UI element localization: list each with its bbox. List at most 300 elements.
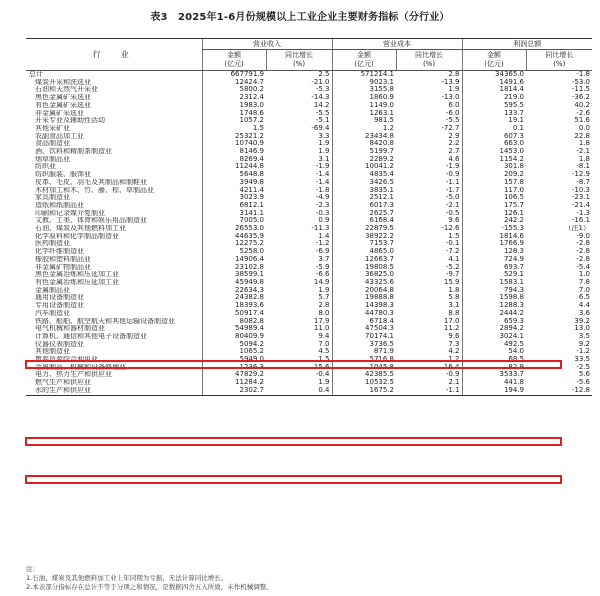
profit-growth-cell: -2.6: [576, 109, 590, 117]
table-row: [26, 210, 592, 218]
profit-amount-cell: 441.8: [462, 379, 526, 387]
industry-name: 非金属矿物制品业: [35, 263, 91, 271]
revenue-growth-cell: 11.0: [313, 325, 330, 333]
industry-name: 电气机械和器材制造业: [35, 325, 105, 333]
amount-subheader: [332, 50, 396, 71]
table-row: [26, 110, 592, 118]
profit-growth-cell: 9.2: [578, 340, 590, 348]
profit-growth-cell: -5.6: [576, 379, 590, 387]
cost-growth-cell: -1.1: [445, 178, 460, 186]
cost-growth-cell: 1.9: [448, 86, 460, 94]
cost-amount-cell: 9023.1: [332, 79, 396, 87]
industry-name: 造纸和纸制品业: [35, 201, 84, 209]
profit-amount-cell: 2894.2: [462, 325, 526, 333]
table-row: [26, 310, 592, 318]
cost-amount-cell: 6718.4: [332, 318, 396, 326]
cost-amount-cell: 2512.1: [332, 194, 396, 202]
table-row: [26, 217, 592, 225]
profit-amount-cell: 133.7: [462, 110, 526, 118]
cost-amount-cell: 8420.8: [332, 140, 396, 148]
cost-growth-cell: -13.9: [441, 78, 460, 86]
industry-name: 煤炭开采和洗选业: [35, 78, 91, 86]
cost-amount-cell: 5199.7: [332, 148, 396, 156]
table-row: [26, 79, 592, 87]
revenue-growth-cell: 5.7: [318, 294, 330, 302]
cost-amount-cell: 47504.3: [332, 325, 396, 333]
revenue-amount-cell: 2312.4: [202, 94, 266, 102]
profit-amount-cell: 106.5: [462, 194, 526, 202]
amount-subheader-line: (亿元): [354, 60, 374, 68]
cost-amount-cell: 2625.7: [332, 210, 396, 218]
cost-amount-cell: 36825.0: [332, 271, 396, 279]
industry-name: 铁路、船舶、航空航天和其他运输设备制造业: [35, 317, 175, 325]
industry-name: 通用设备制造业: [35, 294, 84, 302]
cost-amount-cell: 6168.4: [332, 217, 396, 225]
profit-growth-cell: -12.8: [526, 387, 592, 395]
table-row: [26, 287, 592, 295]
table-row: [26, 71, 592, 79]
profit-amount-cell: 607.3: [462, 133, 526, 141]
industry-name: 纺织业: [35, 163, 56, 171]
industry-name: 木材加工和木、竹、藤、棕、草制品业: [35, 186, 154, 194]
revenue-amount-cell: 47829.2: [202, 371, 266, 379]
profit-growth-cell: -2.1: [576, 148, 590, 156]
industry-name: 开采专业及辅助性活动: [35, 117, 105, 125]
cost-growth-cell: 2.7: [448, 148, 460, 156]
table-row: [26, 179, 592, 187]
revenue-growth-cell: -0.4: [315, 371, 330, 379]
profit-amount-cell: 0.1: [462, 125, 526, 133]
revenue-growth-cell: -14.3: [311, 94, 330, 102]
table-row: [26, 364, 592, 372]
cost-growth-cell: 4.2: [448, 348, 460, 356]
highlight-automobile: [25, 437, 562, 446]
cost-growth-cell: 5.8: [448, 294, 460, 302]
revenue-growth-cell: -0.3: [315, 209, 330, 217]
cost-amount-cell: 1675.2: [332, 387, 396, 395]
growth-subheader-line: (%): [292, 60, 306, 68]
revenue-growth-cell: 3.3: [318, 132, 330, 140]
table-title: 表3 2025年1-6月份规模以上工业企业主要财务指标（分行业）: [150, 12, 450, 23]
cost-growth-cell: -1.9: [445, 163, 460, 171]
profit-growth-cell: 1.8: [578, 155, 590, 163]
revenue-amount-cell: 10740.9: [202, 140, 266, 148]
revenue-amount-cell: 3023.9: [202, 194, 266, 202]
table-row: [26, 318, 592, 326]
profit-growth-cell: -11.5: [571, 86, 590, 94]
profit-growth-cell: 1.0: [578, 271, 590, 279]
profit-growth-cell: 40.2: [574, 101, 590, 109]
revenue-growth-cell: -5.9: [315, 263, 330, 271]
revenue-growth-cell: -4.9: [315, 194, 330, 202]
notes: [26, 565, 586, 592]
table-row: [26, 302, 592, 310]
industry-name: 食品制造业: [35, 140, 70, 148]
profit-amount-cell: 492.5: [462, 341, 526, 349]
revenue-amount-cell: 8269.4: [202, 156, 266, 164]
revenue-growth-cell: -5.5: [315, 109, 330, 117]
cost-growth-cell: -0.9: [445, 371, 460, 379]
revenue-growth-cell: 2.5: [318, 70, 330, 78]
cost-growth-cell: -9.7: [445, 271, 460, 279]
cost-amount-cell: 22879.5: [332, 225, 396, 233]
profit-amount-cell: 1453.0: [462, 148, 526, 156]
table-row: [26, 387, 592, 395]
cost-growth-cell: 1.2: [448, 356, 460, 364]
profit-growth-cell: -23.1: [571, 194, 590, 202]
cost-amount-cell: 6017.3: [332, 202, 396, 210]
revenue-amount-cell: 12275.2: [202, 240, 266, 248]
profit-growth-cell: -12.9: [571, 171, 590, 179]
revenue-growth-cell: -11.3: [311, 225, 330, 233]
revenue-header: 营业收入: [202, 39, 332, 50]
cost-growth-cell: 2.1: [448, 379, 460, 387]
cost-amount-cell: 1263.1: [332, 110, 396, 118]
profit-growth-cell: 6.5: [578, 294, 590, 302]
growth-subheader-line: 同比增长: [415, 51, 443, 59]
revenue-amount-cell: 22634.3: [202, 287, 266, 295]
revenue-growth-cell: 1.9: [318, 379, 330, 387]
cost-growth-cell: 4.6: [448, 155, 460, 163]
cost-growth-cell: -0.5: [445, 209, 460, 217]
revenue-amount-cell: 1236.3: [202, 364, 266, 372]
profit-amount-cell: 117.0: [462, 187, 526, 195]
revenue-growth-cell: -69.4: [311, 124, 330, 132]
profit-growth-cell: -8.1: [576, 163, 590, 171]
profit-amount-cell: 175.7: [462, 202, 526, 210]
industry-name: 计算机、通信和其他电子设备制造业: [35, 332, 147, 340]
revenue-growth-cell: 1.4: [318, 232, 330, 240]
amount-subheader-line: (亿元): [484, 60, 504, 68]
cost-growth-cell: -1.1: [396, 387, 462, 395]
table-row: [26, 102, 592, 110]
table-row: [26, 148, 592, 156]
industry-name: 黑色金属冶炼和压延加工业: [35, 271, 119, 279]
revenue-amount-cell: 24382.8: [202, 294, 266, 302]
revenue-amount-cell: 14906.4: [202, 256, 266, 264]
cost-growth-cell: 1.8: [448, 286, 460, 294]
cost-growth-cell: 1.5: [448, 232, 460, 240]
profit-growth-cell: -36.2: [571, 94, 590, 102]
cost-amount-cell: 1.2: [332, 125, 396, 133]
cost-amount-cell: 3736.5: [332, 341, 396, 349]
cost-amount-cell: 2289.2: [332, 156, 396, 164]
cost-amount-cell: 7153.7: [332, 240, 396, 248]
cost-growth-cell: 2.9: [448, 132, 460, 140]
growth-subheader-line: 同比增长: [285, 51, 313, 59]
table-row: [26, 294, 592, 302]
industry-name: 其他采矿业: [35, 124, 70, 132]
industry-name: 烟草制品业: [35, 155, 70, 163]
profit-amount-cell: 3024.1: [462, 333, 526, 341]
cost-growth-cell: 17.0: [443, 317, 460, 325]
revenue-amount-cell: 38599.1: [202, 271, 266, 279]
profit-amount-cell: 82.9: [462, 364, 526, 372]
profit-amount-cell: 126.1: [462, 210, 526, 218]
revenue-growth-cell: -1.2: [315, 240, 330, 248]
revenue-growth-cell: 0.4: [266, 387, 332, 395]
cost-growth-cell: 9.6: [448, 332, 460, 340]
profit-growth-cell: -16.1: [571, 217, 590, 225]
profit-growth-cell: 33.5: [574, 356, 590, 364]
profit-growth-cell: -8.7: [576, 178, 590, 186]
table-row: [26, 140, 592, 148]
cost-growth-cell: -72.7: [441, 124, 460, 132]
revenue-growth-cell: -1.9: [315, 163, 330, 171]
revenue-amount-cell: 667791.9: [202, 71, 266, 79]
profit-amount-cell: 219.0: [462, 94, 526, 102]
industry-name: 皮革、毛皮、羽毛及其制品和制鞋业: [35, 178, 147, 186]
revenue-amount-cell: 54989.4: [202, 325, 266, 333]
profit-growth-cell: -2.5: [576, 363, 590, 371]
revenue-growth-cell: 7.0: [318, 340, 330, 348]
table-row: [26, 117, 592, 125]
revenue-growth-cell: 0.9: [318, 217, 330, 225]
profit-amount-cell: 529.1: [462, 271, 526, 279]
profit-amount-cell: 693.7: [462, 264, 526, 272]
revenue-growth-cell: -5.1: [315, 117, 330, 125]
growth-subheader-line: 同比增长: [545, 51, 574, 59]
revenue-growth-cell: -6.9: [315, 248, 330, 256]
financial-table: [26, 38, 592, 396]
revenue-growth-cell: -1.4: [315, 171, 330, 179]
notes-label: 注：: [26, 565, 39, 573]
table-row: [26, 248, 592, 256]
table-row: [26, 187, 592, 195]
revenue-amount-cell: 5648.8: [202, 171, 266, 179]
revenue-growth-cell: 3.1: [318, 155, 330, 163]
cost-amount-cell: 20064.8: [332, 287, 396, 295]
table-row: [26, 125, 592, 133]
revenue-growth-cell: 1.9: [318, 286, 330, 294]
industry-name: 酒、饮料和精制茶制造业: [35, 148, 112, 156]
cost-growth-cell: 16.4: [443, 363, 460, 371]
revenue-growth-cell: 4.5: [318, 348, 330, 356]
profit-amount-cell: 1491.6: [462, 79, 526, 87]
profit-growth-cell: -9.0: [576, 232, 590, 240]
cost-growth-cell: 2.2: [448, 140, 460, 148]
cost-growth-cell: -1.7: [445, 186, 460, 194]
revenue-growth-cell: -2.3: [315, 201, 330, 209]
table-row: [26, 233, 592, 241]
amount-subheader-line: 金额: [487, 51, 501, 59]
table-row: [26, 240, 592, 248]
profit-growth-cell: -1.2: [576, 348, 590, 356]
table-row: [26, 156, 592, 164]
cost-growth-cell: -2.1: [445, 201, 460, 209]
revenue-amount-cell: 3141.1: [202, 210, 266, 218]
cost-header: 营业成本: [332, 39, 462, 50]
industry-name: 石油、煤炭及其他燃料加工业: [35, 225, 126, 233]
profit-growth-cell: （注1）: [564, 225, 590, 233]
cost-amount-cell: 10041.2: [332, 163, 396, 171]
industry-name: 金属制品、机械和设备修理业: [35, 363, 126, 371]
table-row: [26, 94, 592, 102]
revenue-amount-cell: 7005.0: [202, 217, 266, 225]
industry-name: 金属制品业: [35, 286, 70, 294]
cost-growth-cell: -6.0: [445, 109, 460, 117]
industry-name: 电力、热力生产和供应业: [35, 371, 112, 379]
revenue-growth-cell: 8.0: [318, 309, 330, 317]
table-row: [26, 271, 592, 279]
cost-growth-cell: -13.0: [441, 94, 460, 102]
profit-amount-cell: 34365.0: [462, 71, 526, 79]
amount-subheader-line: (亿元): [224, 60, 244, 68]
revenue-growth-cell: 3.7: [318, 255, 330, 263]
table-row: [26, 356, 592, 364]
profit-amount-cell: 242.2: [462, 217, 526, 225]
growth-subheader: [526, 50, 592, 71]
industry-name: 仪器仪表制造业: [35, 340, 84, 348]
revenue-amount-cell: 1748.6: [202, 110, 266, 118]
revenue-amount-cell: 8082.8: [202, 318, 266, 326]
table-row: [26, 333, 592, 341]
revenue-growth-cell: -1.4: [315, 178, 330, 186]
amount-subheader: [202, 50, 266, 71]
revenue-amount-cell: 1057.2: [202, 117, 266, 125]
revenue-growth-cell: -21.0: [311, 78, 330, 86]
cost-growth-cell: 2.8: [448, 70, 460, 78]
profit-growth-cell: 4.4: [578, 302, 590, 310]
growth-subheader-line: (%): [422, 60, 436, 68]
cost-amount-cell: 12663.7: [332, 256, 396, 264]
revenue-growth-cell: 9.4: [318, 332, 330, 340]
cost-amount-cell: 23434.8: [332, 133, 396, 141]
profit-growth-cell: 3.6: [578, 309, 590, 317]
profit-growth-cell: -2.8: [576, 255, 590, 263]
industry-name: 专用设备制造业: [35, 302, 84, 310]
revenue-growth-cell: 1.9: [318, 148, 330, 156]
revenue-growth-cell: -5.3: [315, 86, 330, 94]
profit-amount-cell: 194.9: [462, 387, 526, 395]
revenue-amount-cell: 18393.6: [202, 302, 266, 310]
revenue-amount-cell: 1983.0: [202, 102, 266, 110]
industry-name: 化学纤维制造业: [35, 248, 84, 256]
table-row: [26, 194, 592, 202]
revenue-amount-cell: 1.5: [202, 125, 266, 133]
industry-name: 有色金属冶炼和压延加工业: [35, 278, 119, 286]
cost-amount-cell: 3426.5: [332, 179, 396, 187]
revenue-amount-cell: 5258.0: [202, 248, 266, 256]
revenue-amount-cell: 2302.7: [202, 387, 266, 395]
revenue-amount-cell: 12424.7: [202, 79, 266, 87]
table-row: [26, 341, 592, 349]
profit-amount-cell: 128.3: [462, 248, 526, 256]
table-row: [26, 325, 592, 333]
profit-amount-cell: 1154.2: [462, 156, 526, 164]
cost-amount-cell: 19808.5: [332, 264, 396, 272]
revenue-growth-cell: -6.6: [315, 271, 330, 279]
cost-amount-cell: 10532.5: [332, 379, 396, 387]
growth-subheader: [396, 50, 462, 71]
profit-amount-cell: 659.3: [462, 318, 526, 326]
revenue-amount-cell: 23102.8: [202, 264, 266, 272]
profit-growth-cell: 13.0: [574, 325, 590, 333]
profit-growth-cell: 39.2: [574, 317, 590, 325]
cost-growth-cell: 9.6: [448, 217, 460, 225]
growth-subheader: [266, 50, 332, 71]
industry-name: 医药制造业: [35, 240, 70, 248]
profit-growth-cell: 3.5: [578, 332, 590, 340]
revenue-growth-cell: 1.9: [318, 140, 330, 148]
cost-growth-cell: -7.2: [445, 248, 460, 256]
table-row: [26, 379, 592, 387]
revenue-amount-cell: 26553.0: [202, 225, 266, 233]
profit-growth-cell: 7.8: [578, 278, 590, 286]
table-row: [26, 163, 592, 171]
revenue-growth-cell: 1.5: [318, 356, 330, 364]
amount-subheader: [462, 50, 526, 71]
industry-name: 总计: [29, 70, 43, 78]
cost-growth-cell: 15.9: [443, 278, 460, 286]
industry-name: 废弃资源综合利用业: [35, 356, 98, 364]
industry-name: 橡胶和塑料制品业: [35, 255, 91, 263]
growth-subheader-line: (%): [553, 60, 566, 68]
cost-amount-cell: 44780.3: [332, 310, 396, 318]
cost-growth-cell: 11.2: [443, 325, 460, 333]
cost-growth-cell: -5.5: [445, 117, 460, 125]
revenue-amount-cell: 4211.4: [202, 187, 266, 195]
revenue-amount-cell: 5800.2: [202, 86, 266, 94]
cost-amount-cell: 1149.0: [332, 102, 396, 110]
cost-growth-cell: 4.1: [448, 255, 460, 263]
cost-amount-cell: 3835.1: [332, 187, 396, 195]
cost-growth-cell: -12.6: [441, 225, 460, 233]
profit-growth-cell: -21.4: [571, 201, 590, 209]
revenue-amount-cell: 11284.2: [202, 379, 266, 387]
revenue-amount-cell: 5949.0: [202, 356, 266, 364]
profit-growth-cell: -2.8: [576, 240, 590, 248]
profit-growth-cell: -10.3: [571, 186, 590, 194]
table-row: [26, 225, 592, 233]
profit-header: 利润总额: [462, 39, 592, 50]
profit-amount-cell: 54.0: [462, 348, 526, 356]
profit-amount-cell: 3533.7: [462, 371, 526, 379]
revenue-amount-cell: 3949.8: [202, 179, 266, 187]
profit-amount-cell: 301.8: [462, 163, 526, 171]
cost-amount-cell: 3155.8: [332, 86, 396, 94]
profit-amount-cell: 794.3: [462, 287, 526, 295]
cost-amount-cell: 1045.8: [332, 364, 396, 372]
cost-amount-cell: 571214.1: [332, 71, 396, 79]
industry-name: 农副食品加工业: [35, 132, 84, 140]
revenue-growth-cell: 14.2: [313, 101, 330, 109]
industry-name: 黑色金属矿采选业: [35, 94, 91, 102]
industry-name: 化学原料和化学制品制造业: [35, 232, 119, 240]
industry-name: 家具制造业: [35, 194, 70, 202]
profit-growth-cell: -2.8: [576, 248, 590, 256]
cost-amount-cell: 70174.1: [332, 333, 396, 341]
cost-amount-cell: 981.5: [332, 117, 396, 125]
profit-amount-cell: 724.9: [462, 256, 526, 264]
cost-amount-cell: 5716.8: [332, 356, 396, 364]
revenue-amount-cell: 25321.2: [202, 133, 266, 141]
cost-amount-cell: 42385.5: [332, 371, 396, 379]
profit-amount-cell: 157.8: [462, 179, 526, 187]
profit-amount-cell: 1583.1: [462, 279, 526, 287]
industry-name: 纺织服装、服饰业: [35, 171, 91, 179]
industry-name: 文教、工美、体育和娱乐用品制造业: [35, 217, 147, 225]
revenue-amount-cell: 45949.8: [202, 279, 266, 287]
cost-amount-cell: 19888.8: [332, 294, 396, 302]
profit-amount-cell: 1598.8: [462, 294, 526, 302]
profit-amount-cell: -155.3: [462, 225, 526, 233]
profit-growth-cell: -1.3: [576, 209, 590, 217]
table-row: [26, 279, 592, 287]
profit-amount-cell: 68.5: [462, 356, 526, 364]
cost-growth-cell: 3.1: [448, 302, 460, 310]
profit-amount-cell: 1814.4: [462, 86, 526, 94]
